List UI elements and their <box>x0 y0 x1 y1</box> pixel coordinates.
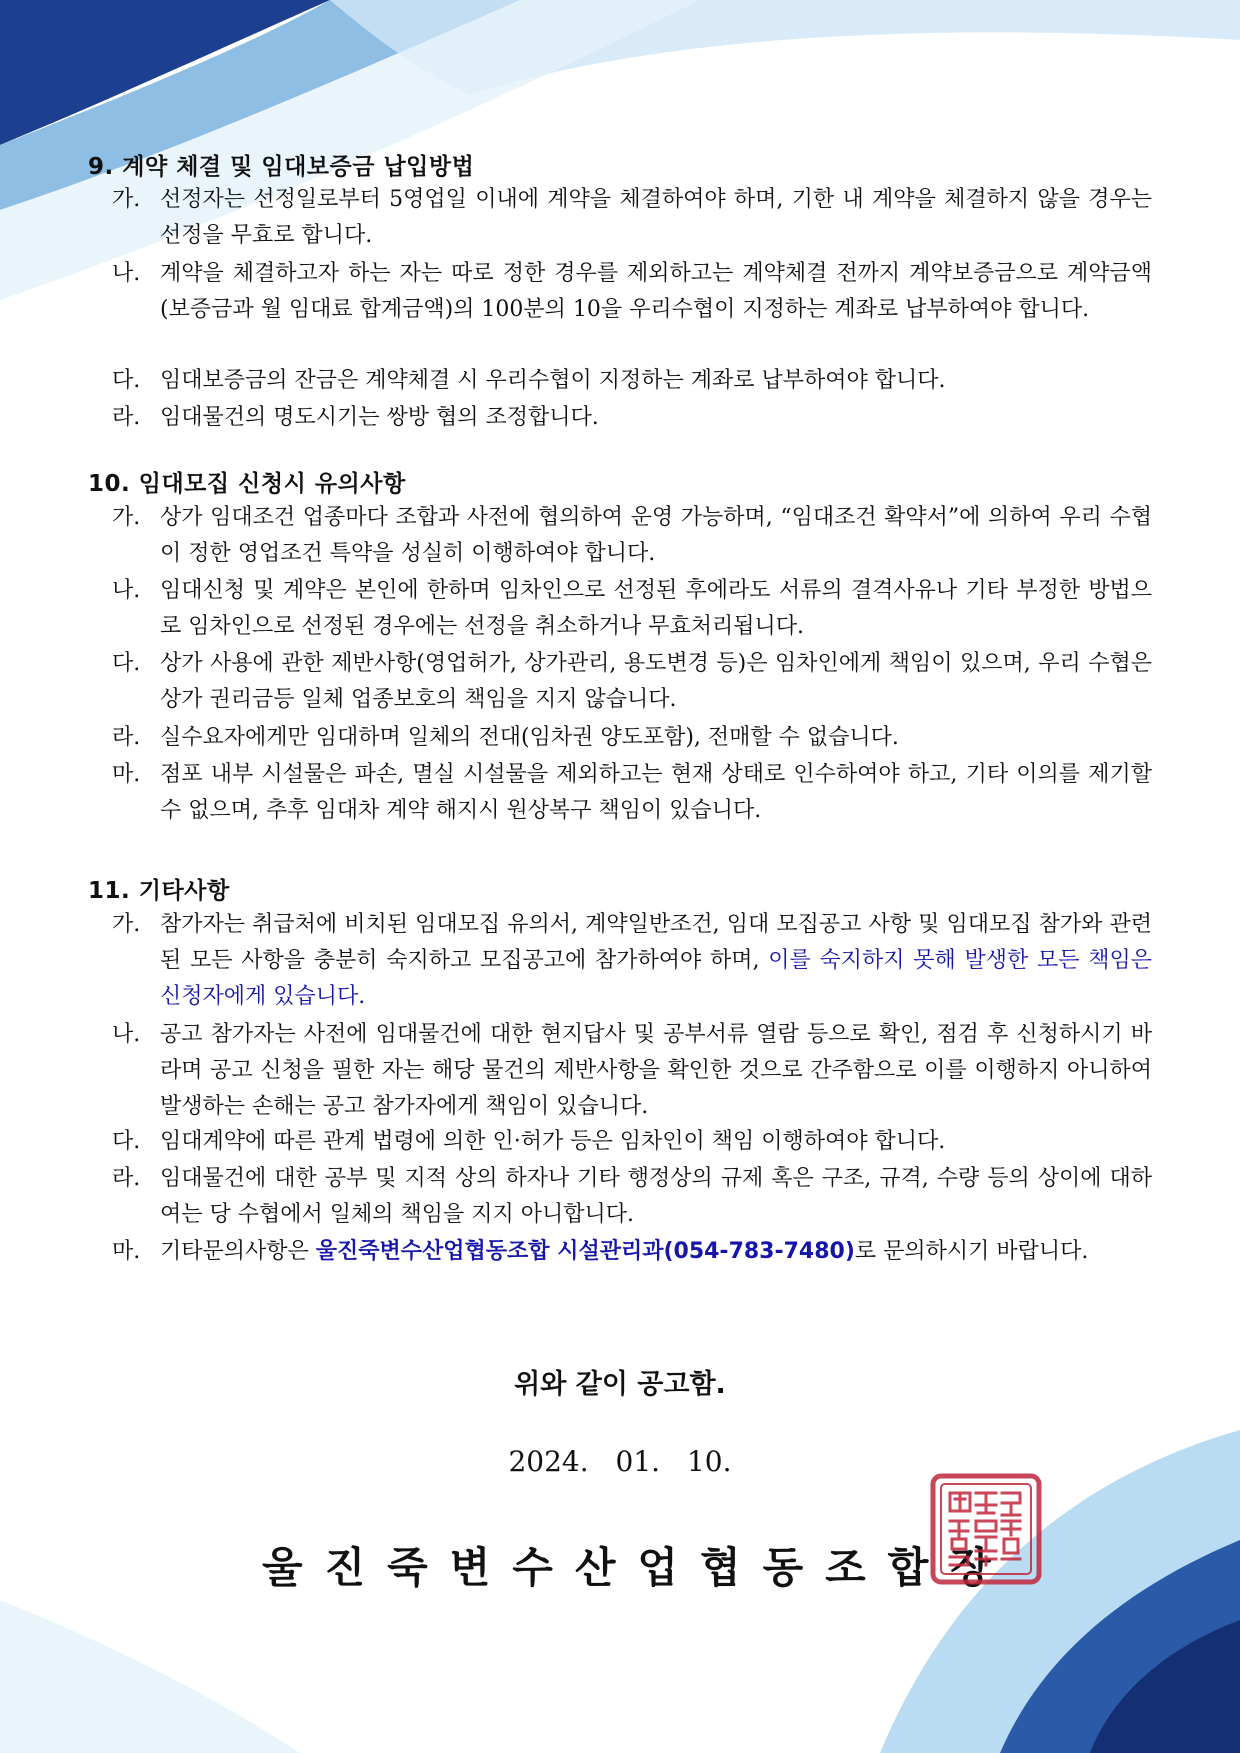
item-text: 계약을 체결하고자 하는 자는 따로 정한 경우를 제외하고는 계약체결 전까지 계약보증금으로 계약금액(보증금과 월 임대료 합계금액)의 100분의 10을 우리수협이 지정하는 계좌로 납부하여야 합니다. <box>160 261 1152 322</box>
list-item <box>112 1017 1152 1125</box>
official-seal-icon <box>930 1473 1042 1585</box>
item-marker: 마. <box>112 762 141 787</box>
item-marker: 나. <box>112 578 141 603</box>
item-text: 참가자는 취급처에 비치된 임대모집 유의서, 계약일반조건, 임대 모집공고 사항 및 임대모집 참가와 관련된 모든 사항을 충분히 숙지하고 모집공고에 참가하여야 하며, <box>160 912 1152 973</box>
section-title-10: 10. 임대모집 신청시 유의사항 <box>88 471 406 497</box>
list-item <box>112 1124 1152 1160</box>
item-marker: 가. <box>112 187 141 212</box>
list-item <box>112 363 1152 399</box>
list-item <box>112 573 1152 645</box>
section-title-9: 9. 계약 체결 및 임대보증금 납입방법 <box>88 154 475 180</box>
list-item <box>112 646 1152 718</box>
item-marker: 가. <box>112 505 141 530</box>
list-item <box>112 500 1152 572</box>
item-text: 상가 임대조건 업종마다 조합과 사전에 협의하여 운영 가능하며, “임대조건 확약서”에 의하여 우리 수협이 정한 영업조건 특약을 성실히 이행하여야 합니다. <box>160 505 1152 566</box>
list-item <box>112 1234 1152 1270</box>
list-item <box>112 907 1152 1015</box>
item-text: 임대신청 및 계약은 본인에 한하며 임차인으로 선정된 후에라도 서류의 결격사유나 기타 부정한 방법으로 임차인으로 선정된 경우에는 선정을 취소하거나 무효처리됩니다. <box>160 578 1152 639</box>
list-item <box>112 720 1152 756</box>
list-item <box>112 256 1152 328</box>
item-marker: 라. <box>112 1166 141 1191</box>
item-marker: 가. <box>112 912 141 937</box>
item-text: 점포 내부 시설물은 파손, 멸실 시설물을 제외하고는 현재 상태로 인수하여야 하고, 기타 이의를 제기할 수 없으며, 추후 임대차 계약 해지시 원상복구 책임이 있습니다. <box>160 762 1152 823</box>
item-text: 임대물건의 명도시기는 쌍방 협의 조정합니다. <box>160 405 599 430</box>
item-marker: 마. <box>112 1239 141 1264</box>
item-marker: 나. <box>112 261 141 286</box>
closing-statement: 위와 같이 공고함. <box>514 1369 726 1400</box>
item-marker: 라. <box>112 405 141 430</box>
list-item <box>112 757 1152 829</box>
list-item <box>112 400 1152 436</box>
item-text: 임대물건에 대한 공부 및 지적 상의 하자나 기타 행정상의 규제 혹은 구조, 규격, 수량 등의 상이에 대하여는 당 수협에서 일체의 책임을 지지 아니합니다. <box>160 1166 1152 1227</box>
item-text: 임대계약에 따른 관계 법령에 의한 인·허가 등은 임차인이 책임 이행하여야 합니다. <box>160 1129 946 1154</box>
section-title-11: 11. 기타사항 <box>88 878 230 904</box>
list-item <box>112 1161 1152 1233</box>
notice-date: 2024. 01. 10. <box>508 1445 732 1478</box>
item-text-after: 로 문의하시기 바랍니다. <box>854 1239 1089 1264</box>
item-marker: 다. <box>112 651 141 676</box>
item-marker: 다. <box>112 1129 141 1154</box>
list-item <box>112 182 1152 254</box>
item-highlight-text: 이를 숙지하지 못해 발생한 모든 책임은 신청자에게 있습니다. <box>160 948 1152 1009</box>
item-marker: 다. <box>112 368 141 393</box>
item-text: 상가 사용에 관한 제반사항(영업허가, 상가관리, 용도변경 등)은 임차인에게 책임이 있으며, 우리 수협은 상가 권리금등 일체 업종보호의 책임을 지지 않습니다. <box>160 651 1152 712</box>
item-text-before: 기타문의사항은 <box>160 1239 316 1264</box>
item-text: 실수요자에게만 임대하며 일체의 전대(임차권 양도포함), 전매할 수 없습니다. <box>160 725 899 750</box>
signer-name: 울진죽변수산업협동조합장 <box>262 1543 1013 1592</box>
item-text: 임대보증금의 잔금은 계약체결 시 우리수협이 지정하는 계좌로 납부하여야 합니다. <box>160 368 946 393</box>
item-text: 선정자는 선정일로부터 5영업일 이내에 계약을 체결하여야 하며, 기한 내 계약을 체결하지 않을 경우는 선정을 무효로 합니다. <box>160 187 1152 248</box>
contact-highlight: 울진죽변수산업협동조합 시설관리과(054-783-7480) <box>315 1239 855 1264</box>
item-marker: 라. <box>112 725 141 750</box>
item-marker: 나. <box>112 1022 141 1047</box>
item-text: 공고 참가자는 사전에 임대물건에 대한 현지답사 및 공부서류 열람 등으로 확인, 점검 후 신청하시기 바라며 공고 신청을 필한 자는 해당 물건의 제반사항을 확인한 것으로 간주함으로 이를 이행하지 아니하여 발생하는 손해는 공고 참가자에게 책임이 있습니다. <box>160 1022 1152 1119</box>
